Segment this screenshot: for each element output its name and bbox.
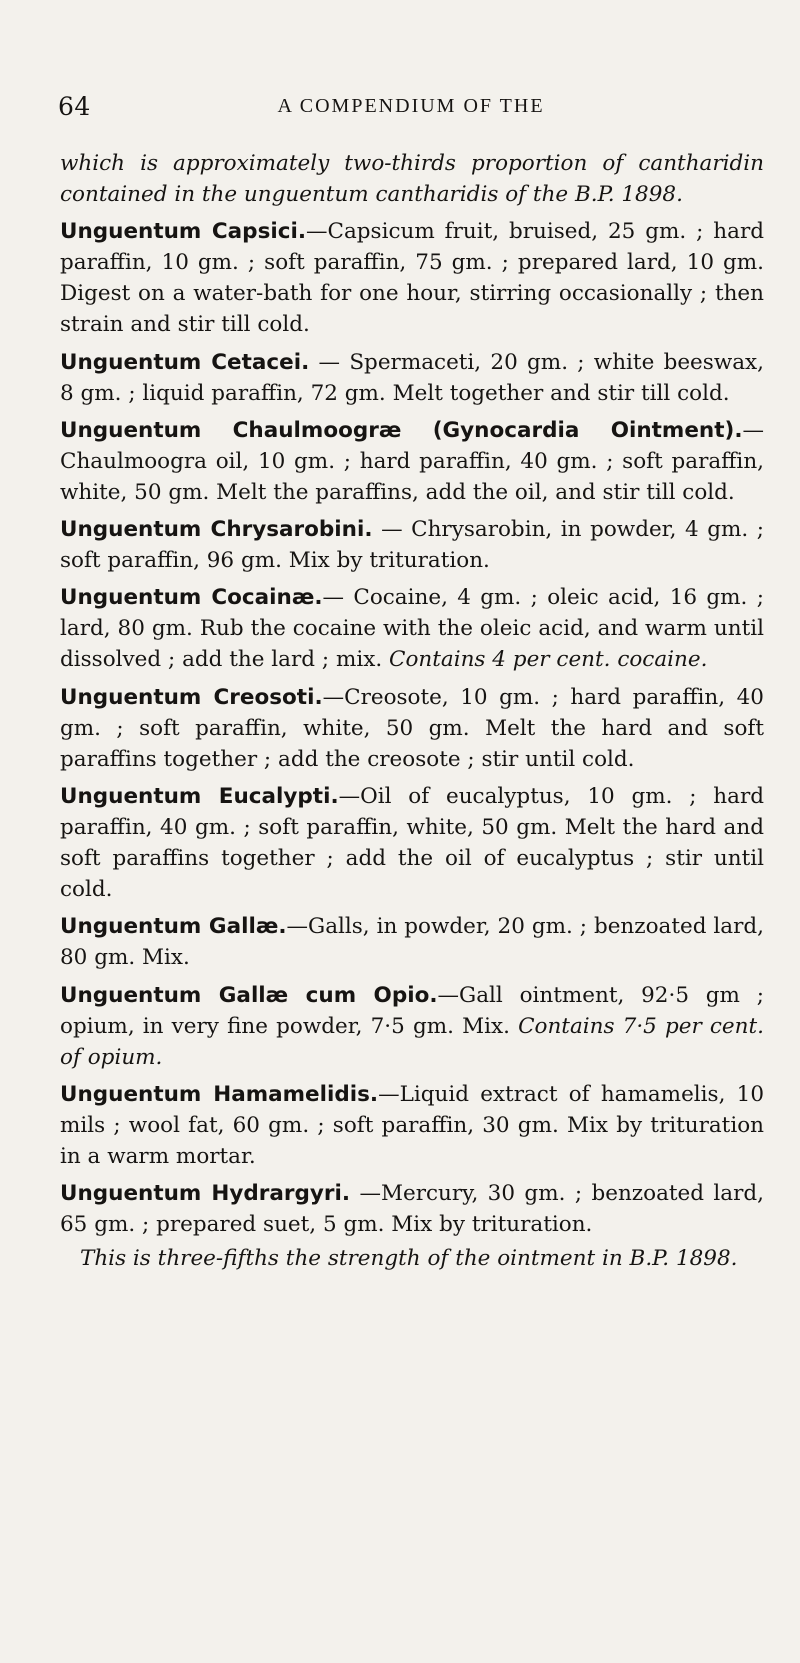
entry-text: —Gall ointment, 92·5 gm ; opium, in very fine powder, 7·5 gm. Mix. (60, 982, 764, 1039)
entry-heading: Unguentum Hydrargyri. (60, 1181, 351, 1207)
entry-heading: Unguentum Creosoti. (60, 684, 323, 710)
entry-heading: Unguentum Cocainæ. (60, 585, 323, 611)
entry-text: —Chaulmoogra oil, 10 gm. ; hard paraffin, 40 gm. ; soft paraffin, white, 50 gm. Melt the paraffins, add the oil, and stir till cold. (60, 417, 764, 505)
entry-text: —Liquid extract of hamamelis, 10 mils ; wool fat, 60 gm. ; soft paraffin, 30 gm. Mix by trituration in a warm mortar. (60, 1081, 764, 1169)
entry-unguentum-gallae (60, 911, 764, 973)
entry-heading: Unguentum Cetacei. (60, 349, 310, 375)
entry-unguentum-cetacei (60, 347, 764, 409)
entry-unguentum-hamamelidis (60, 1079, 764, 1172)
page-number: 64 (58, 92, 91, 121)
entry-heading: Unguentum Eucalypti. (60, 784, 339, 810)
entry-unguentum-hydrargyri (60, 1178, 764, 1240)
entry-italic-note: Contains 7·5 per cent. of opium. (60, 1013, 764, 1070)
entry-unguentum-chrysarobini (60, 514, 764, 576)
entry-unguentum-cocainae (60, 582, 764, 675)
running-title: A COMPENDIUM OF THE (277, 95, 545, 117)
entry-unguentum-capsici (60, 216, 764, 340)
entry-unguentum-chaulmoograe (60, 415, 764, 508)
entry-italic-note: Contains 4 per cent. cocaine. (389, 647, 708, 673)
intro-paragraph: which is approximately two-thirds proportion of cantharidin contained in the unguentum cantharidis of the B.P. 1898. (60, 151, 764, 207)
entry-unguentum-creosoti (60, 682, 764, 775)
entry-heading: Unguentum Hamamelidis. (60, 1081, 379, 1107)
closing-note: This is three-fifths the strength of the ointment in B.P. 1898. (80, 1245, 738, 1271)
entry-heading: Unguentum Capsici. (60, 219, 307, 245)
body-text (60, 148, 764, 1280)
entry-text: — Chrysarobin, in powder, 4 gm. ; soft paraffin, 96 gm. Mix by trituration. (60, 517, 764, 574)
entry-unguentum-eucalypti (60, 781, 764, 905)
entry-heading: Unguentum Chaulmoogræ (Gynocardia Ointment). (60, 417, 743, 443)
entry-heading: Unguentum Gallæ. (60, 914, 287, 940)
entry-text: —Capsicum fruit, bruised, 25 gm. ; hard paraffin, 10 gm. ; soft paraffin, 75 gm. ; prepared lard, 10 gm. Digest on a water-bath for one hour, stirring occasionally ; then strain and stir till cold. (60, 219, 764, 338)
entry-text: —Galls, in powder, 20 gm. ; benzoated lard, 80 gm. Mix. (60, 914, 764, 971)
entry-text: —Creosote, 10 gm. ; hard paraffin, 40 gm. ; soft paraffin, white, 50 gm. Melt the hard and soft paraffins together ; add the creosote ; stir until cold. (60, 684, 764, 772)
entry-text: —Mercury, 30 gm. ; benzoated lard, 65 gm. ; prepared suet, 5 gm. Mix by trituration. (60, 1181, 764, 1238)
entry-heading: Unguentum Chrysarobini. (60, 517, 373, 543)
entry-text: —Oil of eucalyptus, 10 gm. ; hard paraffin, 40 gm. ; soft paraffin, white, 50 gm. Melt the hard and soft paraffins together ; add the oil of eucalyptus ; stir until cold. (60, 784, 765, 903)
entry-text: — Cocaine, 4 gm. ; oleic acid, 16 gm. ; lard, 80 gm. Rub the cocaine with the oleic acid, and warm until dissolved ; add the lard ; mix. (60, 585, 764, 673)
entry-heading: Unguentum Gallæ cum Opio. (60, 982, 438, 1008)
entry-unguentum-gallae-cum-opio (60, 980, 764, 1073)
running-head (58, 92, 764, 122)
entry-text: — Spermaceti, 20 gm. ; white beeswax, 8 gm. ; liquid paraffin, 72 gm. Melt together and stir till cold. (60, 349, 764, 406)
